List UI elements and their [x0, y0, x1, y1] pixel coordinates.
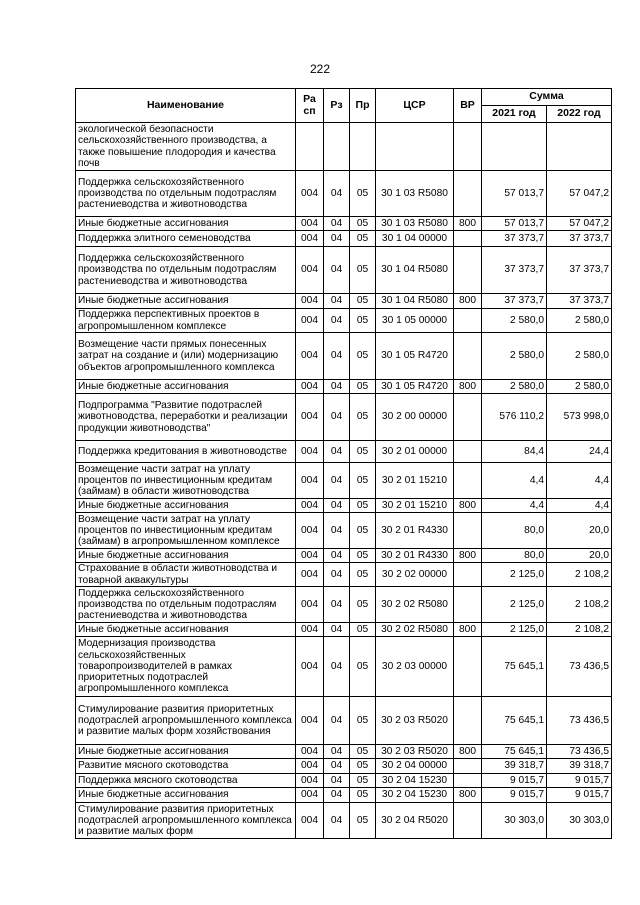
row-vr: 800: [454, 217, 482, 231]
row-csr: 30 2 04 15230: [376, 774, 454, 788]
row-rz: 04: [324, 394, 350, 441]
row-name: Поддержка элитного семеноводства: [76, 231, 296, 247]
row-pr: 05: [350, 499, 376, 513]
row-csr: 30 2 03 R5020: [376, 697, 454, 745]
table-row: [76, 637, 612, 697]
row-sum-2021: 4,4: [482, 463, 547, 499]
row-csr: 30 1 03 R5080: [376, 171, 454, 217]
row-name: Иные бюджетные ассигнования: [76, 217, 296, 231]
row-name: Иные бюджетные ассигнования: [76, 499, 296, 513]
row-sum-2021: 80,0: [482, 513, 547, 549]
row-rz: 04: [324, 294, 350, 309]
row-csr: 30 1 04 00000: [376, 231, 454, 247]
row-pr: 05: [350, 217, 376, 231]
table-row: [76, 499, 612, 513]
table-row: [76, 171, 612, 217]
row-csr: 30 2 04 00000: [376, 759, 454, 774]
row-name: Стимулирование развития приоритетных подотраслей агропромышленного комплекса и развитие малых форм хозяйствования: [76, 697, 296, 745]
row-pr: 05: [350, 788, 376, 803]
row-vr: [454, 803, 482, 839]
row-pr: 05: [350, 333, 376, 380]
row-name: Поддержка сельскохозяйственного производства по отдельным подотраслям растениеводства и животноводства: [76, 247, 296, 294]
row-vr: [454, 463, 482, 499]
row-sum-2021: 4,4: [482, 499, 547, 513]
row-rz: 04: [324, 563, 350, 587]
row-csr: 30 1 04 R5080: [376, 294, 454, 309]
row-csr: 30 2 00 00000: [376, 394, 454, 441]
row-rasp: 004: [296, 380, 324, 394]
row-sum-2022: 37 373,7: [547, 294, 612, 309]
row-pr: 05: [350, 463, 376, 499]
row-sum-2022: 20,0: [547, 549, 612, 563]
row-pr: 05: [350, 247, 376, 294]
row-name: Стимулирование развития приоритетных подотраслей агропромышленного комплекса и развитие малых форм: [76, 803, 296, 839]
table-row: [76, 563, 612, 587]
row-vr: [454, 123, 482, 171]
row-vr: [454, 394, 482, 441]
row-rasp: 004: [296, 294, 324, 309]
header-2021: 2021 год: [482, 106, 547, 123]
row-rasp: 004: [296, 171, 324, 217]
row-vr: [454, 697, 482, 745]
row-pr: 05: [350, 441, 376, 463]
header-vr: ВР: [454, 89, 482, 123]
row-sum-2022: 57 047,2: [547, 171, 612, 217]
row-pr: 05: [350, 309, 376, 333]
row-vr: [454, 441, 482, 463]
row-rasp: [296, 123, 324, 171]
row-sum-2021: 37 373,7: [482, 247, 547, 294]
row-rasp: 004: [296, 587, 324, 623]
table-row: [76, 333, 612, 380]
row-vr: 800: [454, 788, 482, 803]
table-row: [76, 623, 612, 637]
row-rz: 04: [324, 217, 350, 231]
row-sum-2021: 576 110,2: [482, 394, 547, 441]
row-name: Поддержка перспективных проектов в агропромышленном комплексе: [76, 309, 296, 333]
header-sum: Сумма: [482, 89, 612, 106]
row-rasp: 004: [296, 499, 324, 513]
row-vr: 800: [454, 380, 482, 394]
row-name: Развитие мясного скотоводства: [76, 759, 296, 774]
table-row: [76, 217, 612, 231]
table-row: [76, 309, 612, 333]
table-row: [76, 788, 612, 803]
row-sum-2021: 2 580,0: [482, 309, 547, 333]
row-sum-2022: 73 436,5: [547, 697, 612, 745]
row-sum-2022: 2 108,2: [547, 563, 612, 587]
row-vr: [454, 513, 482, 549]
row-sum-2022: 37 373,7: [547, 231, 612, 247]
row-pr: 05: [350, 380, 376, 394]
row-sum-2021: 75 645,1: [482, 697, 547, 745]
table-row: [76, 463, 612, 499]
row-sum-2021: 39 318,7: [482, 759, 547, 774]
row-csr: 30 2 02 R5080: [376, 587, 454, 623]
page-number: 222: [309, 62, 331, 76]
row-name: Возмещение части затрат на уплату процентов по инвестиционным кредитам (займам) в области животноводства: [76, 463, 296, 499]
row-sum-2021: [482, 123, 547, 171]
row-name: Возмещение части прямых понесенных затрат на создание и (или) модернизацию объектов агропромышленного комплекса: [76, 333, 296, 380]
row-sum-2022: 573 998,0: [547, 394, 612, 441]
row-vr: [454, 309, 482, 333]
row-rz: 04: [324, 247, 350, 294]
row-rasp: 004: [296, 513, 324, 549]
row-rz: 04: [324, 637, 350, 697]
header-pr: Пр: [350, 89, 376, 123]
row-sum-2022: 30 303,0: [547, 803, 612, 839]
row-sum-2021: 75 645,1: [482, 637, 547, 697]
row-rasp: 004: [296, 333, 324, 380]
row-name: Подпрограмма "Развитие подотраслей животноводства, переработки и реализации продукции животноводства": [76, 394, 296, 441]
row-rz: 04: [324, 463, 350, 499]
row-rz: [324, 123, 350, 171]
row-name: Страхование в области животноводства и товарной аквакультуры: [76, 563, 296, 587]
row-csr: 30 2 03 00000: [376, 637, 454, 697]
row-name: Возмещение части затрат на уплату процентов по инвестиционным кредитам (займам) в агропромышленном комплексе: [76, 513, 296, 549]
row-name: экологической безопасности сельскохозяйственного производства, а также повышение плодородия и качества почв: [76, 123, 296, 171]
row-rasp: 004: [296, 309, 324, 333]
row-rasp: 004: [296, 463, 324, 499]
row-sum-2022: 24,4: [547, 441, 612, 463]
row-vr: [454, 171, 482, 217]
row-vr: [454, 587, 482, 623]
row-rasp: 004: [296, 745, 324, 759]
row-pr: 05: [350, 759, 376, 774]
row-rz: 04: [324, 803, 350, 839]
row-sum-2022: 9 015,7: [547, 788, 612, 803]
table-row: [76, 759, 612, 774]
row-csr: 30 2 01 00000: [376, 441, 454, 463]
row-vr: [454, 333, 482, 380]
table-row: [76, 774, 612, 788]
row-rz: 04: [324, 788, 350, 803]
row-rz: 04: [324, 745, 350, 759]
row-sum-2022: 20,0: [547, 513, 612, 549]
row-pr: 05: [350, 637, 376, 697]
row-pr: 05: [350, 513, 376, 549]
row-sum-2021: 2 580,0: [482, 380, 547, 394]
row-csr: 30 2 04 R5020: [376, 803, 454, 839]
row-pr: 05: [350, 623, 376, 637]
row-rz: 04: [324, 171, 350, 217]
row-name: Поддержка сельскохозяйственного производства по отдельным подотраслям растениеводства и животноводства: [76, 587, 296, 623]
row-pr: 05: [350, 774, 376, 788]
row-rasp: 004: [296, 563, 324, 587]
row-rasp: 004: [296, 637, 324, 697]
row-sum-2022: 2 580,0: [547, 333, 612, 380]
row-csr: 30 1 05 R4720: [376, 380, 454, 394]
row-pr: [350, 123, 376, 171]
header-name: Наименование: [76, 89, 296, 123]
row-csr: 30 2 03 R5020: [376, 745, 454, 759]
table-row: [76, 380, 612, 394]
table-row: [76, 123, 612, 171]
row-pr: 05: [350, 697, 376, 745]
header-csr: ЦСР: [376, 89, 454, 123]
table-row: [76, 294, 612, 309]
row-sum-2022: 39 318,7: [547, 759, 612, 774]
row-sum-2022: 73 436,5: [547, 745, 612, 759]
row-csr: 30 2 02 00000: [376, 563, 454, 587]
row-sum-2021: 57 013,7: [482, 171, 547, 217]
row-name: Поддержка сельскохозяйственного производства по отдельным подотраслям растениеводства и животноводства: [76, 171, 296, 217]
row-sum-2022: [547, 123, 612, 171]
header-rz: Рз: [324, 89, 350, 123]
row-vr: 800: [454, 499, 482, 513]
row-rasp: 004: [296, 217, 324, 231]
row-rasp: 004: [296, 697, 324, 745]
row-rz: 04: [324, 697, 350, 745]
row-sum-2021: 2 125,0: [482, 587, 547, 623]
row-csr: 30 1 03 R5080: [376, 217, 454, 231]
row-sum-2022: 2 108,2: [547, 587, 612, 623]
row-pr: 05: [350, 171, 376, 217]
row-rasp: 004: [296, 788, 324, 803]
row-pr: 05: [350, 587, 376, 623]
row-name: Поддержка кредитования в животноводстве: [76, 441, 296, 463]
row-name: Модернизация производства сельскохозяйственных товаропроизводителей в рамках приоритетных подотраслей агропромышленного комплекса: [76, 637, 296, 697]
row-vr: [454, 247, 482, 294]
row-csr: 30 2 04 15230: [376, 788, 454, 803]
row-sum-2022: 9 015,7: [547, 774, 612, 788]
row-name: Иные бюджетные ассигнования: [76, 294, 296, 309]
row-rasp: 004: [296, 247, 324, 294]
row-sum-2021: 30 303,0: [482, 803, 547, 839]
row-rasp: 004: [296, 623, 324, 637]
row-pr: 05: [350, 563, 376, 587]
row-rz: 04: [324, 333, 350, 380]
row-csr: 30 1 05 00000: [376, 309, 454, 333]
row-sum-2022: 2 580,0: [547, 380, 612, 394]
row-csr: 30 2 01 15210: [376, 463, 454, 499]
row-csr: 30 1 04 R5080: [376, 247, 454, 294]
row-name: Поддержка мясного скотоводства: [76, 774, 296, 788]
table-row: [76, 697, 612, 745]
row-rasp: 004: [296, 759, 324, 774]
row-sum-2021: 84,4: [482, 441, 547, 463]
row-sum-2022: 2 580,0: [547, 309, 612, 333]
row-rz: 04: [324, 499, 350, 513]
row-vr: 800: [454, 745, 482, 759]
row-pr: 05: [350, 394, 376, 441]
row-name: Иные бюджетные ассигнования: [76, 380, 296, 394]
row-rasp: 004: [296, 774, 324, 788]
header-rasp: Ра сп: [296, 89, 324, 123]
row-rasp: 004: [296, 231, 324, 247]
row-csr: 30 2 01 15210: [376, 499, 454, 513]
row-vr: [454, 637, 482, 697]
table-row: [76, 803, 612, 839]
row-sum-2021: 2 125,0: [482, 563, 547, 587]
table-row: [76, 441, 612, 463]
row-name: Иные бюджетные ассигнования: [76, 549, 296, 563]
row-rz: 04: [324, 309, 350, 333]
row-name: Иные бюджетные ассигнования: [76, 623, 296, 637]
row-sum-2022: 37 373,7: [547, 247, 612, 294]
budget-table: [75, 88, 612, 839]
row-vr: 800: [454, 294, 482, 309]
row-csr: 30 2 01 R4330: [376, 549, 454, 563]
row-sum-2021: 2 125,0: [482, 623, 547, 637]
row-vr: [454, 231, 482, 247]
table-row: [76, 587, 612, 623]
table-row: [76, 394, 612, 441]
row-pr: 05: [350, 803, 376, 839]
row-vr: 800: [454, 549, 482, 563]
row-rz: 04: [324, 441, 350, 463]
row-rz: 04: [324, 774, 350, 788]
row-rz: 04: [324, 759, 350, 774]
table-row: [76, 513, 612, 549]
row-sum-2022: 4,4: [547, 463, 612, 499]
row-rz: 04: [324, 231, 350, 247]
row-rasp: 004: [296, 549, 324, 563]
row-rz: 04: [324, 623, 350, 637]
row-rasp: 004: [296, 441, 324, 463]
row-sum-2021: 75 645,1: [482, 745, 547, 759]
row-sum-2022: 2 108,2: [547, 623, 612, 637]
row-name: Иные бюджетные ассигнования: [76, 745, 296, 759]
row-name: Иные бюджетные ассигнования: [76, 788, 296, 803]
table-row: [76, 549, 612, 563]
row-pr: 05: [350, 294, 376, 309]
row-sum-2021: 37 373,7: [482, 231, 547, 247]
table-row: [76, 231, 612, 247]
row-rz: 04: [324, 587, 350, 623]
row-pr: 05: [350, 231, 376, 247]
row-sum-2022: 4,4: [547, 499, 612, 513]
row-sum-2021: 9 015,7: [482, 774, 547, 788]
row-rz: 04: [324, 549, 350, 563]
row-pr: 05: [350, 745, 376, 759]
row-sum-2022: 57 047,2: [547, 217, 612, 231]
row-sum-2021: 9 015,7: [482, 788, 547, 803]
row-sum-2022: 73 436,5: [547, 637, 612, 697]
row-rasp: 004: [296, 394, 324, 441]
row-sum-2021: 57 013,7: [482, 217, 547, 231]
row-pr: 05: [350, 549, 376, 563]
row-vr: [454, 774, 482, 788]
row-sum-2021: 37 373,7: [482, 294, 547, 309]
row-csr: 30 2 02 R5080: [376, 623, 454, 637]
table-row: [76, 247, 612, 294]
row-csr: 30 1 05 R4720: [376, 333, 454, 380]
row-rz: 04: [324, 380, 350, 394]
row-rz: 04: [324, 513, 350, 549]
row-sum-2021: 80,0: [482, 549, 547, 563]
row-csr: 30 2 01 R4330: [376, 513, 454, 549]
header-2022: 2022 год: [547, 106, 612, 123]
table-row: [76, 745, 612, 759]
row-rasp: 004: [296, 803, 324, 839]
row-vr: [454, 563, 482, 587]
row-csr: [376, 123, 454, 171]
row-sum-2021: 2 580,0: [482, 333, 547, 380]
row-vr: [454, 759, 482, 774]
row-vr: 800: [454, 623, 482, 637]
